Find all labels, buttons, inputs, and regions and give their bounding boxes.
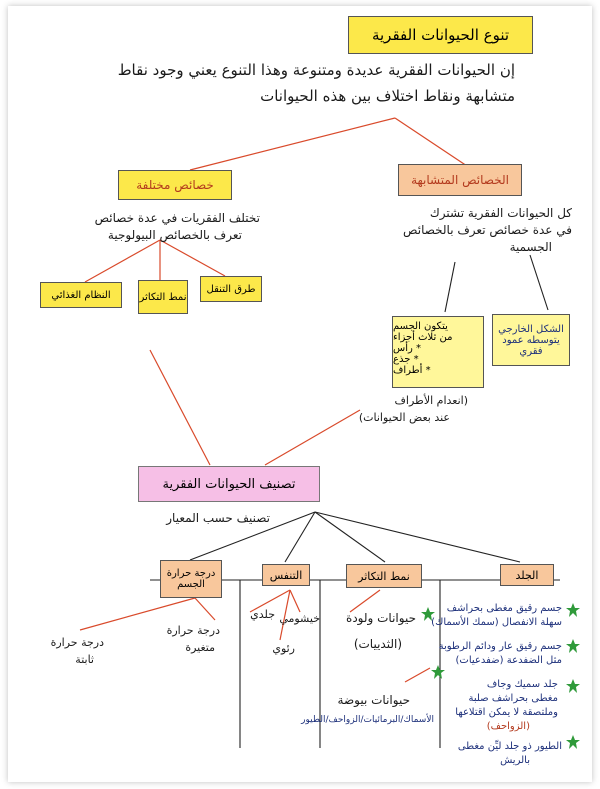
oviparous-label: حيوانات بيوضة	[337, 693, 410, 707]
temp-constant-1: درجة حرارة	[50, 636, 104, 649]
similar-characteristics-box: الخصائص المتشابهة	[398, 164, 522, 196]
similar-desc-1: كل الحيوانات الفقرية تشترك	[429, 206, 572, 220]
body-parts-line-4: * جذع	[393, 354, 419, 365]
criterion-breathing: التنفس	[262, 564, 310, 586]
body-shape-label: الشكل الخارجي	[498, 323, 564, 335]
different-characteristics-box: خصائص مختلفة	[118, 170, 232, 200]
temp-constant-2: ثابتة	[75, 653, 94, 666]
skin-item-1: جسم رقيق مغطى بحراشف	[446, 603, 562, 614]
page-title: تنوع الحيوانات الفقرية	[348, 16, 533, 54]
skin-item-2: سهلة الانفصال (سمك الأسماك)	[431, 617, 562, 628]
check-icon	[420, 606, 436, 622]
diet-box: النظام الغذائي	[40, 282, 122, 308]
check-icon	[565, 734, 581, 750]
criterion-reproduction: نمط التكاثر	[346, 564, 422, 588]
movement-box: طرق التنقل	[200, 276, 262, 302]
breathing-skin: جلدي	[250, 608, 275, 621]
classification-box: تصنيف الحيوانات الفقرية	[138, 466, 320, 502]
breathing-gill: خيشومي	[279, 612, 320, 625]
body-parts-line-3: * رأس	[393, 343, 421, 354]
similar-desc-3: الجسمية	[509, 240, 552, 254]
oviparous-list: الأسماك/البرمائيات/الزواحف/الطيور	[301, 715, 434, 725]
body-parts-line-2: من ثلاث أجزاء	[393, 332, 453, 343]
skin-item-8: (الزواحف)	[486, 721, 530, 732]
skin-item-6: مغطى بحراشف صلبة	[468, 693, 558, 704]
similar-desc-2: في عدة خصائص تعرف بالخصائص	[403, 223, 572, 237]
check-icon	[565, 678, 581, 694]
skin-item-7: وملتصقة لا يمكن اقتلاعها	[455, 707, 558, 718]
intro-line-1: إن الحيوانات الفقرية عديدة ومتنوعة وهذا التنوع يعني وجود نقاط	[117, 61, 515, 79]
criterion-skin: الجلد	[500, 564, 554, 586]
skin-item-10: بالريش	[500, 755, 530, 766]
body-parts-line-1: يتكون الجسم	[393, 321, 448, 332]
skin-item-3: جسم رقيق عار ودائم الرطوبة	[438, 641, 562, 652]
check-icon	[430, 664, 446, 680]
intro-line-2: متشابهة ونقاط اختلاف بين هذه الحيوانات	[260, 87, 515, 105]
body-shape-box	[492, 314, 570, 366]
check-icon	[565, 638, 581, 654]
body-parts-box	[392, 316, 484, 388]
temp-variable-2: متغيرة	[185, 641, 215, 654]
classification-sub: تصنيف حسب المعيار	[166, 511, 270, 525]
viviparous-example: (الثدييات)	[353, 637, 402, 651]
different-desc-2: تعرف بالخصائص البيولوجية	[107, 228, 242, 242]
limbs-note-1: (انعدام الأطراف	[394, 394, 468, 407]
body-parts-line-5: * أطراف	[393, 365, 431, 376]
temp-variable-1: درجة حرارة	[166, 624, 220, 637]
limbs-note-2: عند بعض الحيوانات)	[358, 411, 450, 424]
breathing-lung: رئوي	[272, 642, 295, 655]
skin-item-4: مثل الضفدعة (ضفدعيات)	[455, 655, 562, 666]
skin-item-9: الطيور ذو جلد ليِّن مغطى	[457, 741, 562, 752]
check-icon	[565, 602, 581, 618]
skin-item-5: جلد سميك وجاف	[486, 679, 558, 690]
reproduction-pattern-box: نمط التكاثر	[138, 280, 188, 314]
different-desc-1: تختلف الفقريات في عدة خصائص	[94, 211, 260, 225]
body-shape-desc: يتوسطه عمود فقري	[502, 334, 560, 357]
viviparous-label: حيوانات ولودة	[346, 611, 416, 625]
criterion-temperature: درجة حرارة الجسم	[160, 560, 222, 598]
